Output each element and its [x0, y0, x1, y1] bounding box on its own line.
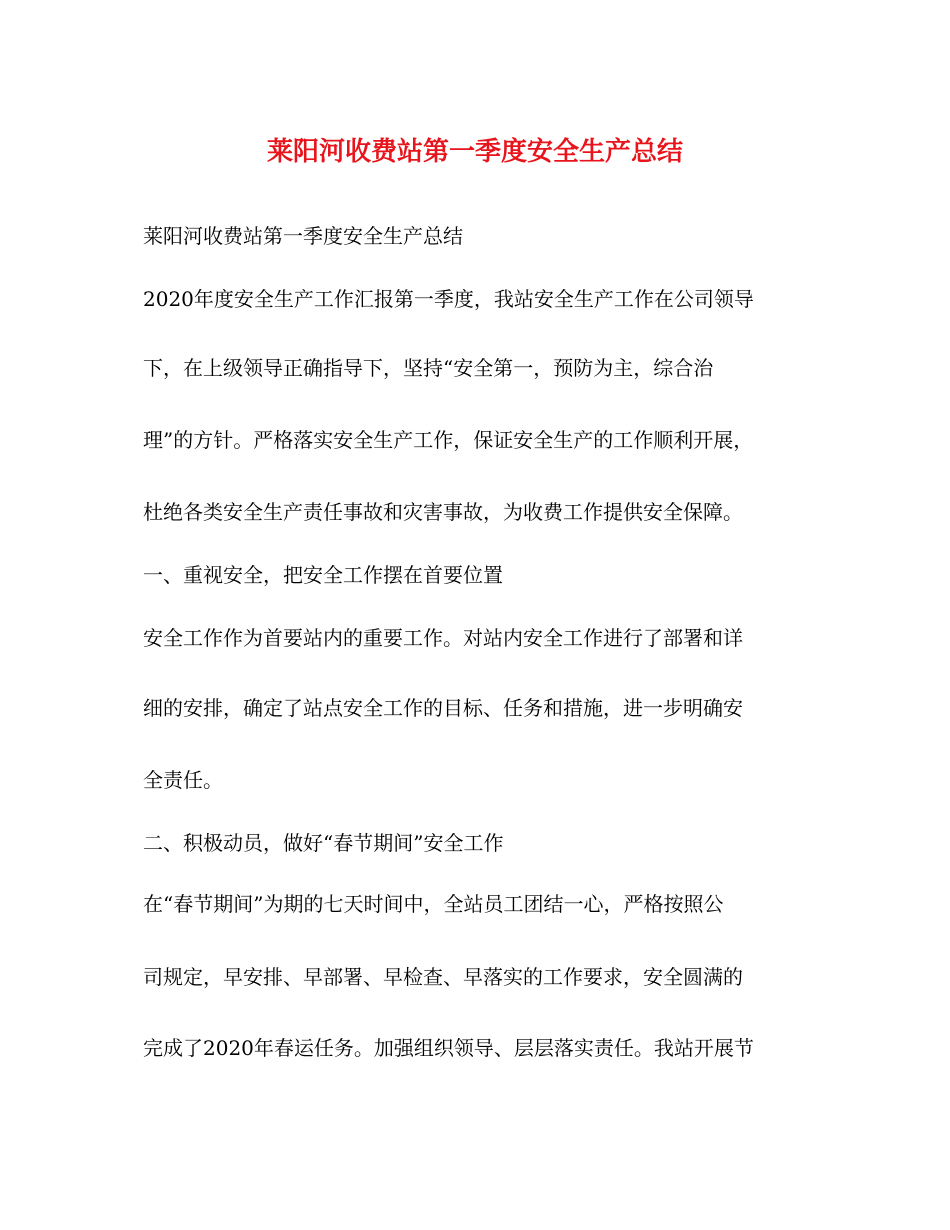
- section-heading-1: 一、重视安全，把安全工作摆在首要位置: [143, 563, 503, 587]
- paragraph-line: 安全工作作为首要站内的重要工作。对站内安全工作进行了部署和详: [143, 626, 743, 650]
- paragraph-line: 杜绝各类安全生产责任事故和灾害事故，为收费工作提供安全保障。: [143, 500, 743, 524]
- paragraph-line: 理”的方针。严格落实安全生产工作，保证安全生产的工作顺利开展，: [143, 428, 754, 452]
- paragraph-line: 下，在上级领导正确指导下，坚持“安全第一，预防为主，综合治: [143, 356, 714, 380]
- paragraph-line: 2020年度安全生产工作汇报第一季度，我站安全生产工作在公司领导: [143, 287, 754, 311]
- section-heading-2: 二、积极动员，做好“春节期间”安全工作: [143, 831, 504, 855]
- paragraph-line: 司规定，早安排、早部署、早检查、早落实的工作要求，安全圆满的: [143, 965, 743, 989]
- paragraph-line: 细的安排，确定了站点安全工作的目标、任务和措施，进一步明确安: [143, 696, 743, 720]
- paragraph-line: 全责任。: [143, 768, 223, 792]
- subtitle-line: 莱阳河收费站第一季度安全生产总结: [143, 224, 463, 248]
- document-title: 莱阳河收费站第一季度安全生产总结: [266, 137, 683, 167]
- paragraph-line: 完成了2020年春运任务。加强组织领导、层层落实责任。我站开展节: [143, 1036, 754, 1060]
- paragraph-line: 在“春节期间”为期的七天时间中，全站员工团结一心，严格按照公: [143, 892, 724, 916]
